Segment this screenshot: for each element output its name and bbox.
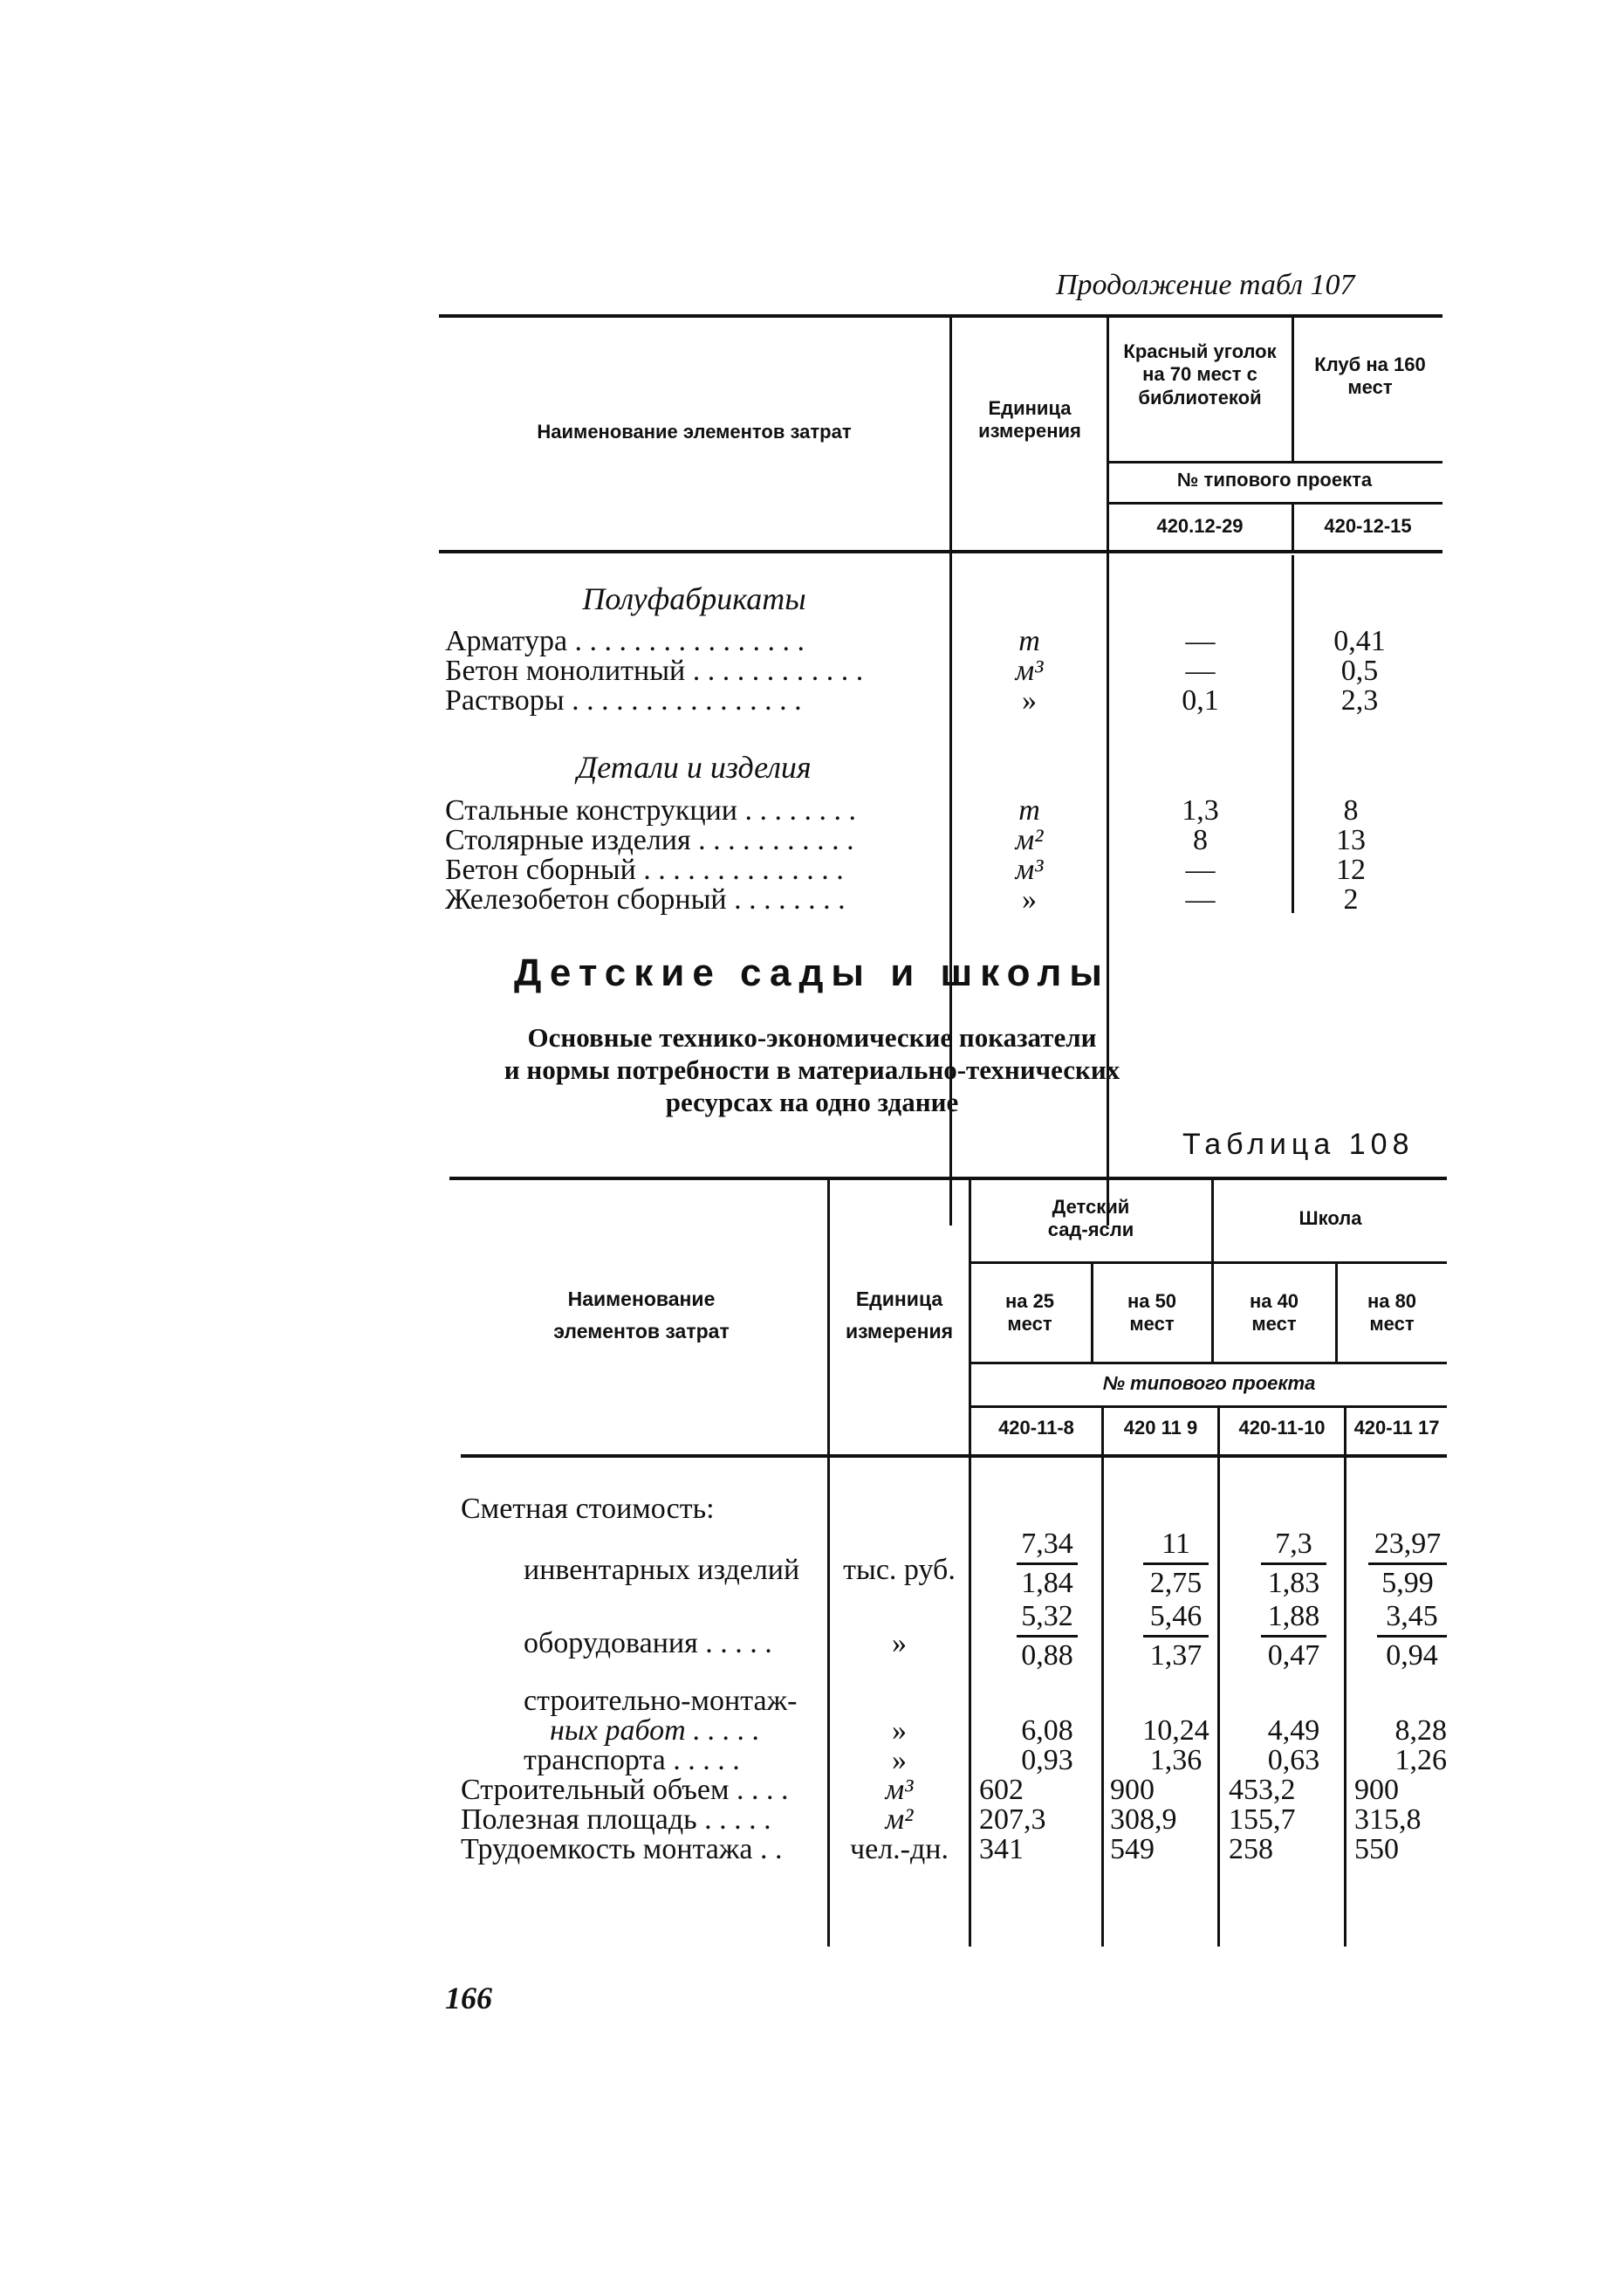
- t108-row-name: транспорта . . . . .: [524, 1746, 740, 1775]
- t107-section-title: Полуфабрикаты: [582, 581, 806, 616]
- t107-row-v2: 2,3: [1340, 684, 1379, 717]
- t107-vline-3: [1292, 318, 1294, 461]
- t108-header-name-line: элементов затрат: [553, 1319, 730, 1343]
- t108-header-project-no: № типового проекта: [1102, 1372, 1316, 1394]
- t108-row-value: 315,8: [1354, 1803, 1422, 1836]
- t108-row-name: Трудоемкость монтажа . .: [461, 1835, 783, 1864]
- t108-fraction: $\frac{3,45}{0,94}$: [1377, 1602, 1447, 1671]
- t108-header-group-1: Детский сад-ясли: [1047, 1196, 1134, 1241]
- subtitle-line: Основные технико-экономические показатели: [527, 1022, 1097, 1053]
- t108-sub-4: на 80 мест: [1367, 1290, 1417, 1336]
- t108-row-value: 8,28: [1394, 1714, 1447, 1747]
- t108-row-value: 453,2: [1229, 1774, 1296, 1806]
- t108-row-value: 549: [1110, 1833, 1155, 1865]
- t108-row-name: Строительный объем . . . .: [461, 1775, 789, 1805]
- t108-row-unit: м²: [885, 1803, 914, 1836]
- t107-row-unit: »: [1022, 684, 1037, 717]
- t107-header-name: Наименование элементов затрат: [537, 421, 852, 443]
- t107-row-v2: 12: [1336, 854, 1366, 886]
- t107-row-v1: —: [1185, 625, 1216, 657]
- t107-row-v1: —: [1185, 883, 1216, 916]
- t107-header-col1: Красный уголок на 70 мест с библиотекой: [1123, 340, 1277, 409]
- t108-vline: [1101, 1408, 1104, 1947]
- t108-fraction: $\frac{7,34}{1,84}$: [1017, 1529, 1078, 1598]
- t108-row-value: 1,36: [1149, 1744, 1203, 1776]
- t108-row-value: 6,08: [1021, 1714, 1073, 1747]
- t108-row-name: строительно-монтаж-: [524, 1686, 798, 1716]
- t108-group-rule: [969, 1261, 1447, 1264]
- t108-sub-3: на 40 мест: [1249, 1290, 1299, 1336]
- t107-row-unit: м²: [1015, 824, 1044, 856]
- t107-header-col2: Клуб на 160 мест: [1314, 354, 1426, 399]
- t107-proj-1: 420.12-29: [1156, 515, 1244, 537]
- t108-row-value: 900: [1354, 1774, 1399, 1806]
- t108-sub-1: на 25 мест: [1004, 1290, 1055, 1336]
- t107-row-name: Железобетон сборный . . . . . . . .: [445, 885, 846, 915]
- t108-row-value: 1,26: [1394, 1744, 1447, 1776]
- t108-row-value: 900: [1110, 1774, 1155, 1806]
- t107-row-v2: 2: [1343, 883, 1359, 916]
- t107-proj-rule: [1107, 461, 1442, 464]
- subtitle-line: ресурсах на одно здание: [665, 1087, 959, 1118]
- t108-row-value: 207,3: [979, 1803, 1046, 1836]
- t107-proj-2: 420-12-15: [1324, 515, 1412, 537]
- t107-row-v2: 13: [1336, 824, 1366, 856]
- t108-header-name: [463, 1283, 820, 1348]
- t107-row-unit: т: [1018, 794, 1040, 827]
- t107-row-name: Растворы . . . . . . . . . . . . . . . .: [445, 686, 802, 716]
- t107-row-name: Бетон монолитный . . . . . . . . . . . .: [445, 656, 864, 686]
- subtitle-line: и нормы потребности в материально-технических: [504, 1054, 1120, 1086]
- t108-header-name-line: Наименование: [567, 1288, 716, 1310]
- t108-proj-4: 420-11 17: [1353, 1417, 1440, 1439]
- t108-label: Таблица 108: [1182, 1128, 1415, 1161]
- t108-row-value: 0,63: [1267, 1744, 1320, 1776]
- t108-row-name: ных работ . . . . .: [550, 1716, 760, 1746]
- t108-row-unit: »: [892, 1714, 907, 1747]
- t108-row-value: 10,24: [1142, 1714, 1209, 1747]
- t107-row-v1: —: [1185, 655, 1216, 687]
- t107-row-v2: 8: [1343, 794, 1359, 827]
- t108-fraction: $\frac{5,32}{0,88}$: [1017, 1602, 1078, 1671]
- t108-header-unit-line: измерения: [845, 1319, 954, 1343]
- t108-sub-rule: [969, 1362, 1447, 1364]
- t108-fraction: $\frac{7,3}{1,83}$: [1261, 1529, 1326, 1598]
- t108-fraction: $\frac{11}{2,75}$: [1143, 1529, 1209, 1598]
- t108-row-value: 258: [1229, 1833, 1273, 1865]
- t107-header-project-no: № типового проекта: [1176, 469, 1373, 491]
- t108-sub-2: на 50 мест: [1127, 1290, 1177, 1336]
- t108-row-value: 155,7: [1229, 1803, 1296, 1836]
- t107-section-title: Детали и изделия: [577, 750, 812, 785]
- t108-vline: [969, 1180, 971, 1947]
- t107-row-unit: м³: [1015, 854, 1044, 886]
- t107-header-unit: Единица измерения: [978, 397, 1081, 443]
- t107-row-v1: 8: [1193, 824, 1208, 856]
- t108-fraction: $\frac{23,97}{5,99}$: [1368, 1529, 1447, 1598]
- t108-cost-title: Сметная стоимость:: [461, 1494, 715, 1524]
- page-number: 166: [445, 1981, 492, 2015]
- continuation-caption: Продолжение табл 107: [1056, 269, 1355, 301]
- t107-projnum-rule: [1107, 502, 1442, 505]
- t107-row-v1: 1,3: [1182, 794, 1219, 827]
- t108-row-name: инвентарных изделий: [524, 1555, 800, 1585]
- t108-header-unit: [830, 1283, 969, 1348]
- t107-row-unit: т: [1018, 625, 1040, 657]
- t108-row-unit: »: [892, 1744, 907, 1776]
- t108-row-value: 4,49: [1267, 1714, 1320, 1747]
- t108-fraction: $\frac{1,88}{0,47}$: [1261, 1602, 1326, 1671]
- t108-fraction: $\frac{5,46}{1,37}$: [1143, 1602, 1209, 1671]
- t107-row-unit: м³: [1015, 655, 1044, 687]
- t107-row-name: Бетон сборный . . . . . . . . . . . . . .: [445, 855, 844, 885]
- t107-row-name: Арматура . . . . . . . . . . . . . . . .: [445, 627, 805, 656]
- t108-vline: [1091, 1264, 1093, 1362]
- t108-row-value: 602: [979, 1774, 1024, 1806]
- t107-row-v2: 0,5: [1340, 655, 1379, 687]
- t108-header-unit-line: Единица: [855, 1288, 943, 1310]
- t108-row-value: 550: [1354, 1833, 1399, 1865]
- t108-proj-1: 420-11-8: [998, 1417, 1074, 1439]
- t107-vline-3b: [1292, 505, 1294, 550]
- t108-vline: [1335, 1264, 1338, 1362]
- t108-header-bottom-rule: [461, 1454, 1447, 1458]
- t108-top-rule: [449, 1177, 1447, 1180]
- t108-proj-2: 420 11 9: [1123, 1417, 1198, 1439]
- t108-row-unit: чел.-дн.: [850, 1833, 949, 1865]
- t107-row-name: Стальные конструкции . . . . . . . .: [445, 796, 857, 826]
- t108-row-value: 308,9: [1110, 1803, 1177, 1836]
- t107-row-name: Столярные изделия . . . . . . . . . . .: [445, 826, 854, 855]
- t108-row-value: 341: [979, 1833, 1024, 1865]
- t107-row-v1: 0,1: [1182, 684, 1219, 717]
- subtitle: [0, 1021, 1624, 1119]
- t108-header-group-2: Школа: [1299, 1207, 1362, 1229]
- t108-projnum-rule: [969, 1405, 1447, 1408]
- t108-row-name: Полезная площадь . . . . .: [461, 1805, 771, 1835]
- section-title: Детские сады и школы: [514, 951, 1110, 994]
- t108-row-name: оборудования . . . . .: [524, 1629, 772, 1658]
- t107-row-unit: »: [1022, 883, 1037, 916]
- t108-row-value: 0,93: [1021, 1744, 1073, 1776]
- t108-row-unit: м³: [885, 1774, 914, 1806]
- t108-proj-3: 420-11-10: [1238, 1417, 1326, 1439]
- t107-row-v2: 0,41: [1333, 625, 1386, 657]
- t108-row-unit: тыс. руб.: [843, 1554, 956, 1586]
- t108-vline: [1344, 1408, 1346, 1947]
- t108-row-unit: »: [892, 1627, 907, 1659]
- t107-row-v1: —: [1185, 854, 1216, 886]
- t108-vline: [1217, 1408, 1220, 1947]
- t107-header-bottom-rule: [439, 550, 1442, 553]
